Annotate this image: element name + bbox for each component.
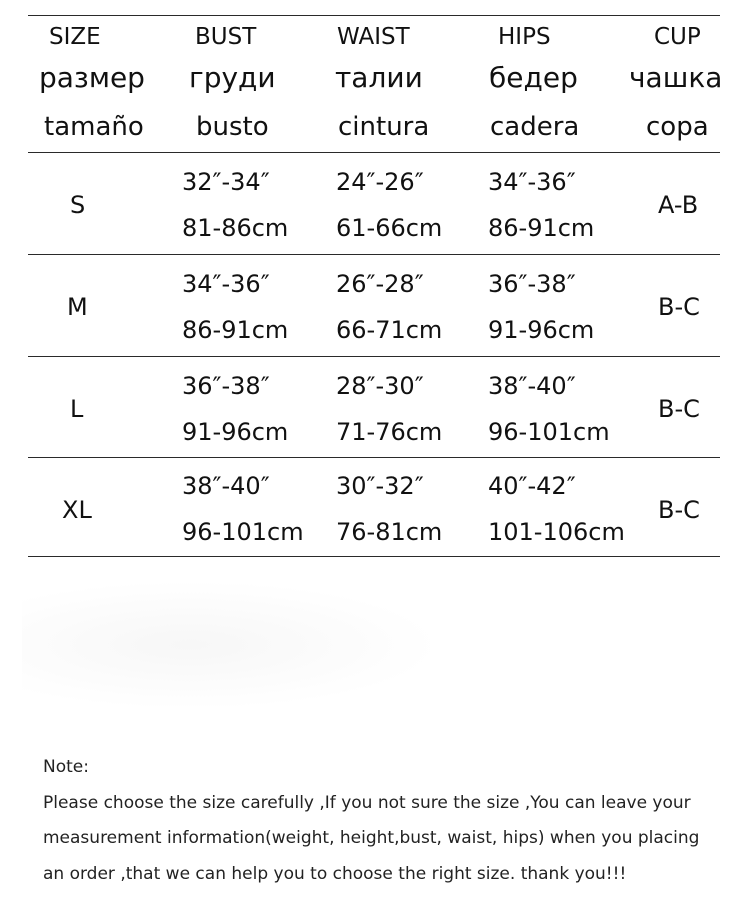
header-hips-ru: бедер [489,61,578,94]
table-bottom-rule [28,556,720,557]
header-bust-es: busto [196,112,269,142]
hips-cm: 86-91cm [488,214,595,242]
bust-cm: 81-86cm [182,214,289,242]
row-rule-s [28,254,720,255]
cup-value: B-C [658,395,700,423]
bust-inches: 36″-38″ [182,372,270,400]
hips-inches: 34″-36″ [488,168,576,196]
waist-cm: 61-66cm [336,214,443,242]
header-waist-ru: талии [335,61,423,94]
header-cup-es: copa [646,112,709,142]
size-label: S [70,191,86,219]
note-title: Note: [43,757,89,777]
bust-inches: 34″-36″ [182,270,270,298]
cup-value: B-C [658,496,700,524]
header-size-ru: размер [39,61,145,94]
header-hips-es: cadera [490,112,580,142]
note-line-3: an order ,that we can help you to choose the right size. thank you!!! [43,864,627,884]
hips-cm: 96-101cm [488,418,610,446]
header-bust-ru: груди [189,61,276,94]
waist-cm: 71-76cm [336,418,443,446]
header-hips-en: HIPS [498,24,551,50]
waist-inches: 28″-30″ [336,372,424,400]
header-size-en: SIZE [49,24,101,50]
header-waist-en: WAIST [337,24,410,50]
table-top-rule [28,15,720,16]
bust-inches: 38″-40″ [182,472,270,500]
size-label: L [70,395,84,423]
waist-inches: 30″-32″ [336,472,424,500]
waist-inches: 26″-28″ [336,270,424,298]
cup-value: A-B [658,191,699,219]
hips-inches: 36″-38″ [488,270,576,298]
waist-cm: 76-81cm [336,518,443,546]
hips-cm: 91-96cm [488,316,595,344]
row-rule-m [28,356,720,357]
size-label: M [67,293,88,321]
header-waist-es: cintura [338,112,430,142]
hips-cm: 101-106cm [488,518,625,546]
bust-cm: 96-101cm [182,518,304,546]
header-bust-en: BUST [195,24,257,50]
header-bottom-rule [28,152,720,153]
waist-inches: 24″-26″ [336,168,424,196]
bust-cm: 91-96cm [182,418,289,446]
hips-inches: 40″-42″ [488,472,576,500]
header-cup-ru: чашка [629,61,723,94]
hips-inches: 38″-40″ [488,372,576,400]
row-rule-l [28,457,720,458]
note-line-2: measurement information(weight, height,bust, waist, hips) when you placing [43,828,700,848]
size-label: XL [62,496,92,524]
header-size-es: tamaño [44,112,144,142]
waist-cm: 66-71cm [336,316,443,344]
cup-value: B-C [658,293,700,321]
header-cup-en: CUP [654,24,701,50]
bust-cm: 86-91cm [182,316,289,344]
note-line-1: Please choose the size carefully ,If you not sure the size ,You can leave your [43,793,691,813]
bust-inches: 32″-34″ [182,168,270,196]
blurred-watermark-area [22,580,442,710]
